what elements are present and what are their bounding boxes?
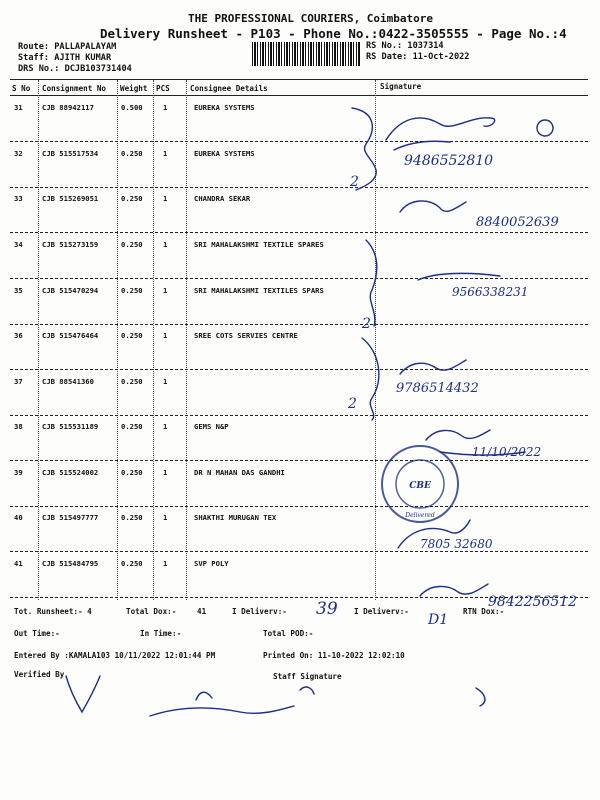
cell-pcs: 1 xyxy=(163,149,168,158)
total-dox-label: Total Dox:- xyxy=(126,607,177,616)
cell-consignment: CJB 515269051 xyxy=(42,194,99,203)
staff: Staff: AJITH KUMAR xyxy=(18,53,112,63)
cell-consignee: CHANDRA SEKAR xyxy=(194,194,251,203)
cell-consignment: CJB 515476464 xyxy=(42,331,99,340)
rs-number: RS No.: 1037314 xyxy=(366,41,444,51)
cell-consignment: CJB 515470294 xyxy=(42,286,99,295)
cell-consignee: DR N MAHAN DAS GANDHI xyxy=(194,468,285,477)
hw-date-38: 11/10/2022 xyxy=(472,445,542,459)
cell-pcs: 1 xyxy=(163,103,168,112)
stamp-ring: Delivered xyxy=(405,512,435,519)
verified-by: Verified By xyxy=(14,670,65,679)
cell-weight: 0.250 xyxy=(121,194,143,203)
cell-sno: 36 xyxy=(14,331,23,340)
hw-phone-40: 7805 32680 xyxy=(420,537,493,551)
rs-date: RS Date: 11-Oct-2022 xyxy=(366,52,470,62)
brace-mark xyxy=(366,240,377,326)
signature-35 xyxy=(418,273,500,280)
printed-on: Printed On: 11-10-2022 12:02:10 xyxy=(263,651,405,660)
hw-num-2: 2 xyxy=(362,316,371,332)
hw-phone-33: 8840052639 xyxy=(476,215,559,230)
cell-consignee: SRI MAHALAKSHMI TEXTILES SPARS xyxy=(194,286,324,295)
cell-sno: 38 xyxy=(14,422,23,431)
cell-pcs: 1 xyxy=(163,194,168,203)
cell-consignment: CJB 515273159 xyxy=(42,240,99,249)
signature-33 xyxy=(400,201,466,212)
cell-pcs: 1 xyxy=(163,240,168,249)
col-consignment: Consignment No xyxy=(42,84,107,93)
hw-phone-37: 9786514432 xyxy=(396,381,479,396)
signature-37 xyxy=(400,360,466,374)
signature-31 xyxy=(386,118,495,140)
cell-consignment: CJB 515524002 xyxy=(42,468,99,477)
stamp-center: CBE xyxy=(409,481,431,491)
total-pod: Total POD:- xyxy=(263,629,314,638)
cell-weight: 0.250 xyxy=(121,286,143,295)
hw-phone-31: 9486552810 xyxy=(404,153,494,169)
signature-31 xyxy=(537,120,553,136)
cell-consignee: SREE COTS SERVIES CENTRE xyxy=(194,331,298,340)
col-consignee: Consignee Details xyxy=(190,84,268,93)
col-pcs: PCS xyxy=(156,84,170,93)
cell-sno: 33 xyxy=(14,194,23,203)
cell-weight: 0.250 xyxy=(121,559,143,568)
cell-weight: 0.250 xyxy=(121,377,143,386)
cell-weight: 0.500 xyxy=(121,103,143,112)
cell-pcs: 1 xyxy=(163,286,168,295)
delivery-stamp xyxy=(382,446,458,522)
cell-consignment: CJB 515531189 xyxy=(42,422,99,431)
cell-sno: 40 xyxy=(14,513,23,522)
rtn-dox: RTN Dox:- xyxy=(463,607,505,616)
signature-41 xyxy=(420,584,488,596)
signature-38 xyxy=(426,430,490,440)
cell-sno: 41 xyxy=(14,559,23,568)
runsheet-title: Delivery Runsheet - P103 - Phone No.:0422-3505555 - Page No.:4 xyxy=(100,26,567,41)
cell-consignment: CJB 88942117 xyxy=(42,103,94,112)
i-deliverv-2: I Deliverv:- xyxy=(354,607,409,616)
hw-phone-41: 9842256512 xyxy=(488,594,578,610)
cell-consignee: GEMS N&P xyxy=(194,422,229,431)
cell-consignee: EUREKA SYSTEMS xyxy=(194,149,255,158)
cell-pcs: 1 xyxy=(163,422,168,431)
col-signature: Signature xyxy=(380,82,422,91)
cell-pcs: 1 xyxy=(163,468,168,477)
cell-sno: 37 xyxy=(14,377,23,386)
hw-num-2: 2 xyxy=(350,174,359,190)
route: Route: PALLAPALAYAM xyxy=(18,42,117,52)
cell-consignee: SHAKTHI MURUGAN TEX xyxy=(194,513,277,522)
in-time: In Time:- xyxy=(140,629,182,638)
cell-weight: 0.250 xyxy=(121,422,143,431)
cell-sno: 32 xyxy=(14,149,23,158)
drs-number: DRS No.: DCJB103731404 xyxy=(18,64,132,74)
hw-count-d1: D1 xyxy=(428,612,449,628)
cell-consignment: CJB 515497777 xyxy=(42,513,99,522)
cell-weight: 0.250 xyxy=(121,468,143,477)
cell-sno: 35 xyxy=(14,286,23,295)
verified-tick xyxy=(66,676,100,712)
cell-consignment: CJB 88541360 xyxy=(42,377,94,386)
hw-phone-35: 9566338231 xyxy=(452,285,529,299)
cell-pcs: 1 xyxy=(163,559,168,568)
cell-sno: 39 xyxy=(14,468,23,477)
cell-pcs: 1 xyxy=(163,513,168,522)
brace-mark xyxy=(362,338,379,420)
staff-signature xyxy=(150,706,294,716)
signature-31 xyxy=(394,141,450,150)
cell-sno: 34 xyxy=(14,240,23,249)
cell-sno: 31 xyxy=(14,103,23,112)
total-dox-value: 41 xyxy=(197,607,207,616)
staff-signature xyxy=(476,688,485,706)
cell-weight: 0.250 xyxy=(121,149,143,158)
out-time: Out Time:- xyxy=(14,629,60,638)
cell-consignment: CJB 515517534 xyxy=(42,149,99,158)
hw-num-2: 2 xyxy=(348,396,357,412)
cell-consignment: CJB 515484795 xyxy=(42,559,99,568)
cell-weight: 0.250 xyxy=(121,240,143,249)
tot-runsheet: Tot. Runsheet:- 4 xyxy=(14,607,92,616)
company-name: THE PROFESSIONAL COURIERS, Coimbatore xyxy=(188,12,434,25)
staff-signature xyxy=(300,687,314,694)
col-sno: S No xyxy=(12,84,31,93)
cell-pcs: 1 xyxy=(163,331,168,340)
cell-consignee: EUREKA SYSTEMS xyxy=(194,103,255,112)
cell-consignee: SVP POLY xyxy=(194,559,229,568)
cell-pcs: 1 xyxy=(163,377,168,386)
cell-consignee: SRI MAHALAKSHMI TEXTILE SPARES xyxy=(194,240,324,249)
entered-by: Entered By :KAMALA103 10/11/2022 12:01:44 PM xyxy=(14,651,216,660)
cell-weight: 0.250 xyxy=(121,513,143,522)
hw-count-39: 39 xyxy=(316,599,338,619)
i-deliverv-1: I Deliverv:- xyxy=(232,607,287,616)
cell-weight: 0.250 xyxy=(121,331,143,340)
staff-signature xyxy=(196,692,212,700)
staff-signature-label: Staff Signature xyxy=(273,672,342,681)
col-weight: Weight xyxy=(120,84,148,93)
